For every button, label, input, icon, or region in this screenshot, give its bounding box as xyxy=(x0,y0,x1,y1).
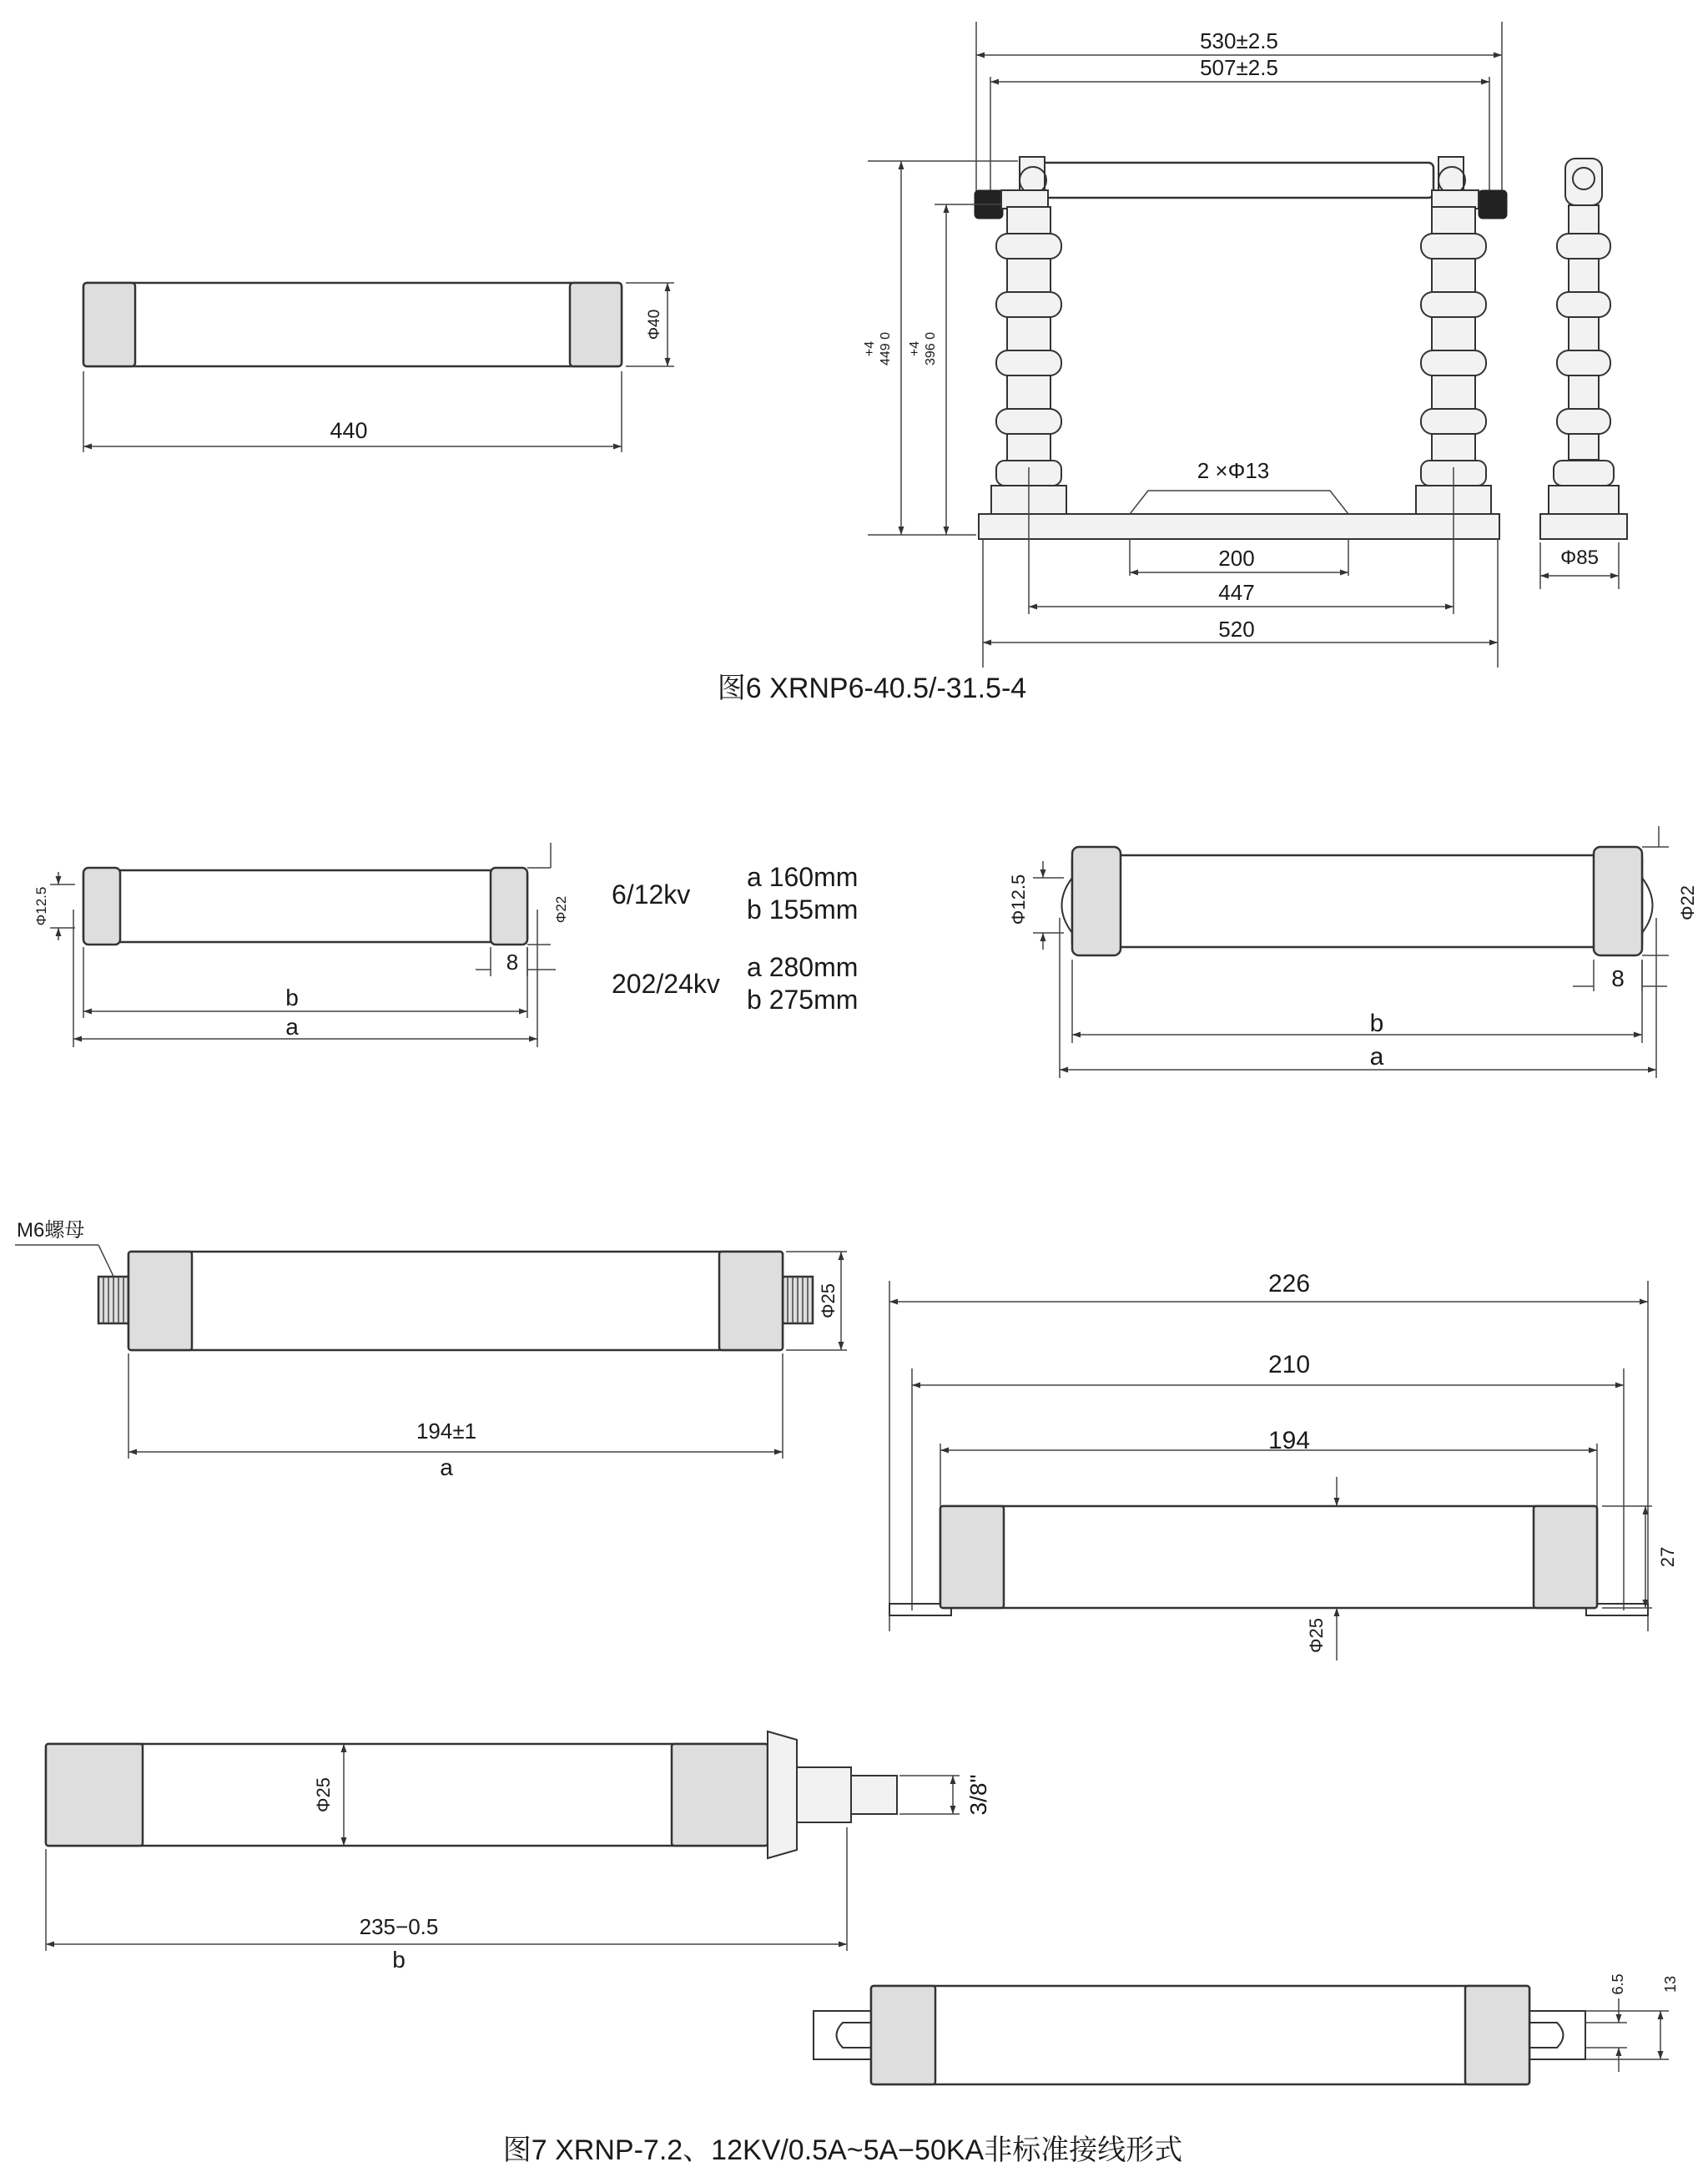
dimension-a-label: a xyxy=(285,1014,299,1040)
figure-6-caption: 图6 XRNP6-40.5/-31.5-4 xyxy=(717,673,1027,704)
cap-length-dimension: 8 xyxy=(1611,965,1625,991)
dimension-194: 194 xyxy=(1267,1427,1311,1454)
left-contact-diameter: Φ12.5 xyxy=(1008,874,1029,925)
side-base-dimension: Φ85 xyxy=(1560,547,1599,569)
dimension-a-label: a xyxy=(1369,1043,1384,1071)
height-dimension: 27 xyxy=(1657,1546,1678,1568)
spec-row1-a: a 160mm xyxy=(747,862,859,892)
dimension-a-label: a xyxy=(440,1454,453,1480)
fuse-drawing-small-left xyxy=(33,843,569,1047)
dimension-b-label: b xyxy=(392,1947,406,1973)
fuse-drawing-m6 xyxy=(15,1219,847,1480)
height-tolerance-449: +4 xyxy=(863,340,877,357)
height-tolerance-396: +4 xyxy=(908,340,922,357)
fuse-base-assembly xyxy=(718,22,1627,704)
dimension-520: 520 xyxy=(1218,617,1255,642)
length-dimension: 194±1 xyxy=(416,1419,477,1444)
dimension-530: 530±2.5 xyxy=(1200,28,1278,53)
diameter-dimension-40: Φ40 xyxy=(646,309,663,340)
body-diameter: Φ25 xyxy=(1306,1617,1327,1654)
fork-width-dimension: 13 xyxy=(1662,1975,1679,1993)
spec-row2-a: a 280mm xyxy=(747,952,859,982)
nut-callout-label: M6螺母 xyxy=(17,1219,85,1242)
mounting-holes-label: 2 ×Φ13 xyxy=(1197,458,1270,483)
dimension-226: 226 xyxy=(1267,1270,1311,1298)
fork-slot-dimension: 6.5 xyxy=(1610,1973,1626,1995)
body-diameter: Φ25 xyxy=(818,1282,839,1319)
spec-row1-voltage: 6/12kv xyxy=(612,879,691,910)
height-dimension-396: 396 0 xyxy=(924,331,938,366)
right-contact-diameter: Φ22 xyxy=(553,895,569,924)
length-dimension-440: 440 xyxy=(330,418,368,443)
fuse-drawing-bracket xyxy=(889,1270,1678,1660)
length-dimension: 235−0.5 xyxy=(359,1914,439,1939)
fuse-drawing-440 xyxy=(83,283,674,452)
fuse-drawing-small-right xyxy=(1008,826,1698,1078)
side-view-insulator xyxy=(1540,159,1627,589)
thread-size-label: 3/8" xyxy=(965,1774,991,1816)
fuse-drawing-threaded xyxy=(46,1731,991,1973)
cap-length-dimension: 8 xyxy=(506,950,519,975)
dimension-200: 200 xyxy=(1218,546,1255,571)
dimension-447: 447 xyxy=(1218,580,1255,605)
spec-row2-b: b 275mm xyxy=(747,985,859,1015)
spec-row1-b: b 155mm xyxy=(747,894,859,925)
fuse-drawing-fork xyxy=(814,1973,1679,2084)
figure-7-caption: 图7 XRNP-7.2、12KV/0.5A~5A−50KA非标准接线形式 xyxy=(502,2134,1183,2166)
dimension-210: 210 xyxy=(1267,1351,1311,1378)
right-contact-diameter: Φ22 xyxy=(1677,884,1698,921)
left-contact-diameter: Φ12.5 xyxy=(33,886,49,926)
dimension-b-label: b xyxy=(1369,1010,1384,1037)
dimension-b-label: b xyxy=(285,985,299,1010)
height-dimension-449: 449 0 xyxy=(879,331,893,366)
size-spec-table xyxy=(612,862,858,1015)
body-diameter: Φ25 xyxy=(313,1776,334,1813)
dimension-507: 507±2.5 xyxy=(1200,55,1278,80)
spec-row2-voltage: 202/24kv xyxy=(612,969,720,999)
